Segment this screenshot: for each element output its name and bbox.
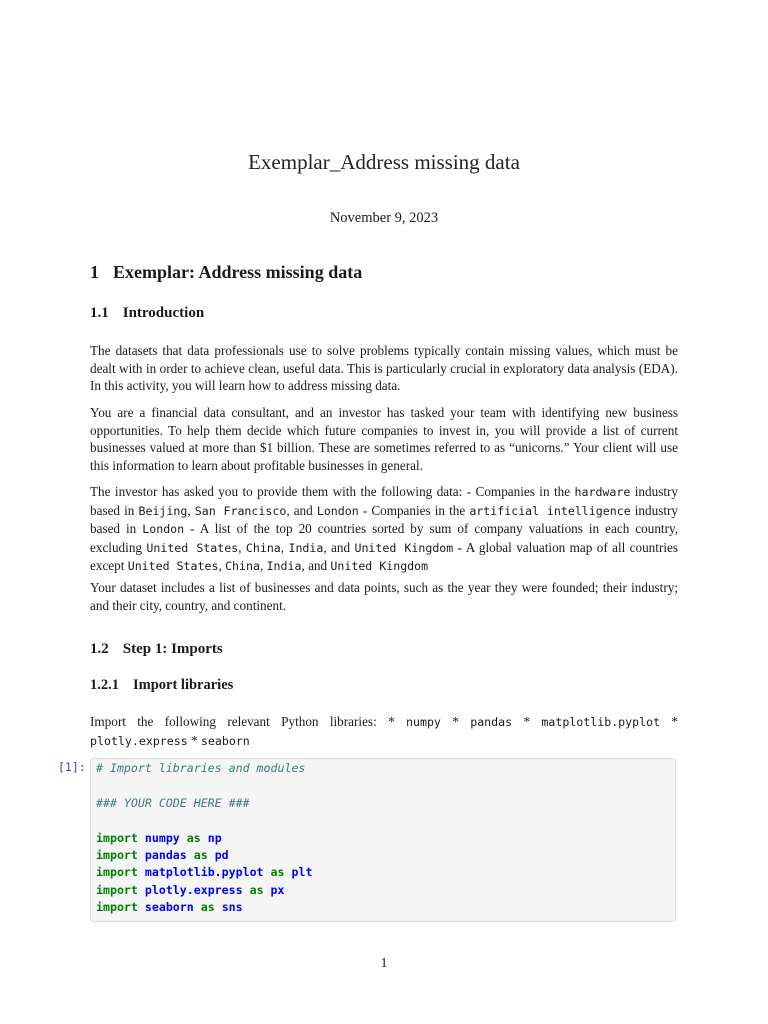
intro-paragraph-1: The datasets that data professionals use to solve problems typically contain missing values, which must be dealt with in order to achieve clean, useful data. This is particularly crucial in exploratory data analysis (EDA). In this activity, you will learn how to address missing data. <box>90 343 678 393</box>
section-heading-1 <box>90 262 362 283</box>
section-number: 1 <box>90 262 99 282</box>
section-number: 1.1 <box>90 305 109 321</box>
code-cell[interactable] <box>90 758 676 922</box>
document-title: Exemplar_Address missing data <box>248 150 520 174</box>
code-line: import pandas as pd <box>96 848 229 863</box>
code-line: import matplotlib.pyplot as plt <box>96 865 313 880</box>
imports-paragraph: Import the following relevant Python libraries: * numpy * pandas * matplotlib.pyplot * plotly.express * seaborn <box>90 714 679 748</box>
document-date: November 9, 2023 <box>329 210 439 226</box>
subsubsection-heading-import-libraries <box>90 677 233 694</box>
subsection-heading-introduction <box>90 305 204 322</box>
section-number: 1.2.1 <box>90 677 119 693</box>
cell-execution-prompt: [1]: <box>58 760 86 774</box>
subsection-heading-imports <box>90 641 223 658</box>
section-number: 1.2 <box>90 641 109 657</box>
intro-paragraph-3: The investor has asked you to provide them with the following data: - Companies in the hardware industry based in Beijing, San Francisco, and London - Companies in the artificial intelligence industry based in London - A list of the top 20 countries sorted by sum of company valuations in each country, excluding United States, China, India, and United Kingdom - A global valuation map of all countries except United States, China, India, and United Kingdom <box>90 484 678 573</box>
section-title: Step 1: Imports <box>122 641 223 657</box>
intro-paragraph-2: You are a financial data consultant, and an investor has tasked your team with identifying new business opportunities. To help them decide which future companies to invest in, you will provide a list of current businesses valued at more than $1 billion. These are sometimes referred to as “unicorns.” Your client will use this information to learn about profitable businesses in general. <box>90 405 678 473</box>
code-block <box>96 760 312 917</box>
intro-paragraph-4: Your dataset includes a list of businesses and data points, such as the year they were founded; their industry; and their city, country, and continent. <box>90 580 678 613</box>
page-number: 1 <box>380 956 388 971</box>
section-title: Exemplar: Address missing data <box>113 262 363 282</box>
code-line: import numpy as np <box>96 830 222 845</box>
section-title: Import libraries <box>133 677 234 693</box>
code-line: import seaborn as sns <box>96 900 243 915</box>
section-title: Introduction <box>122 305 205 321</box>
code-line: import plotly.express as px <box>96 882 285 897</box>
code-comment: ### YOUR CODE HERE ### <box>96 795 250 810</box>
code-comment: # Import libraries and modules <box>96 761 306 775</box>
